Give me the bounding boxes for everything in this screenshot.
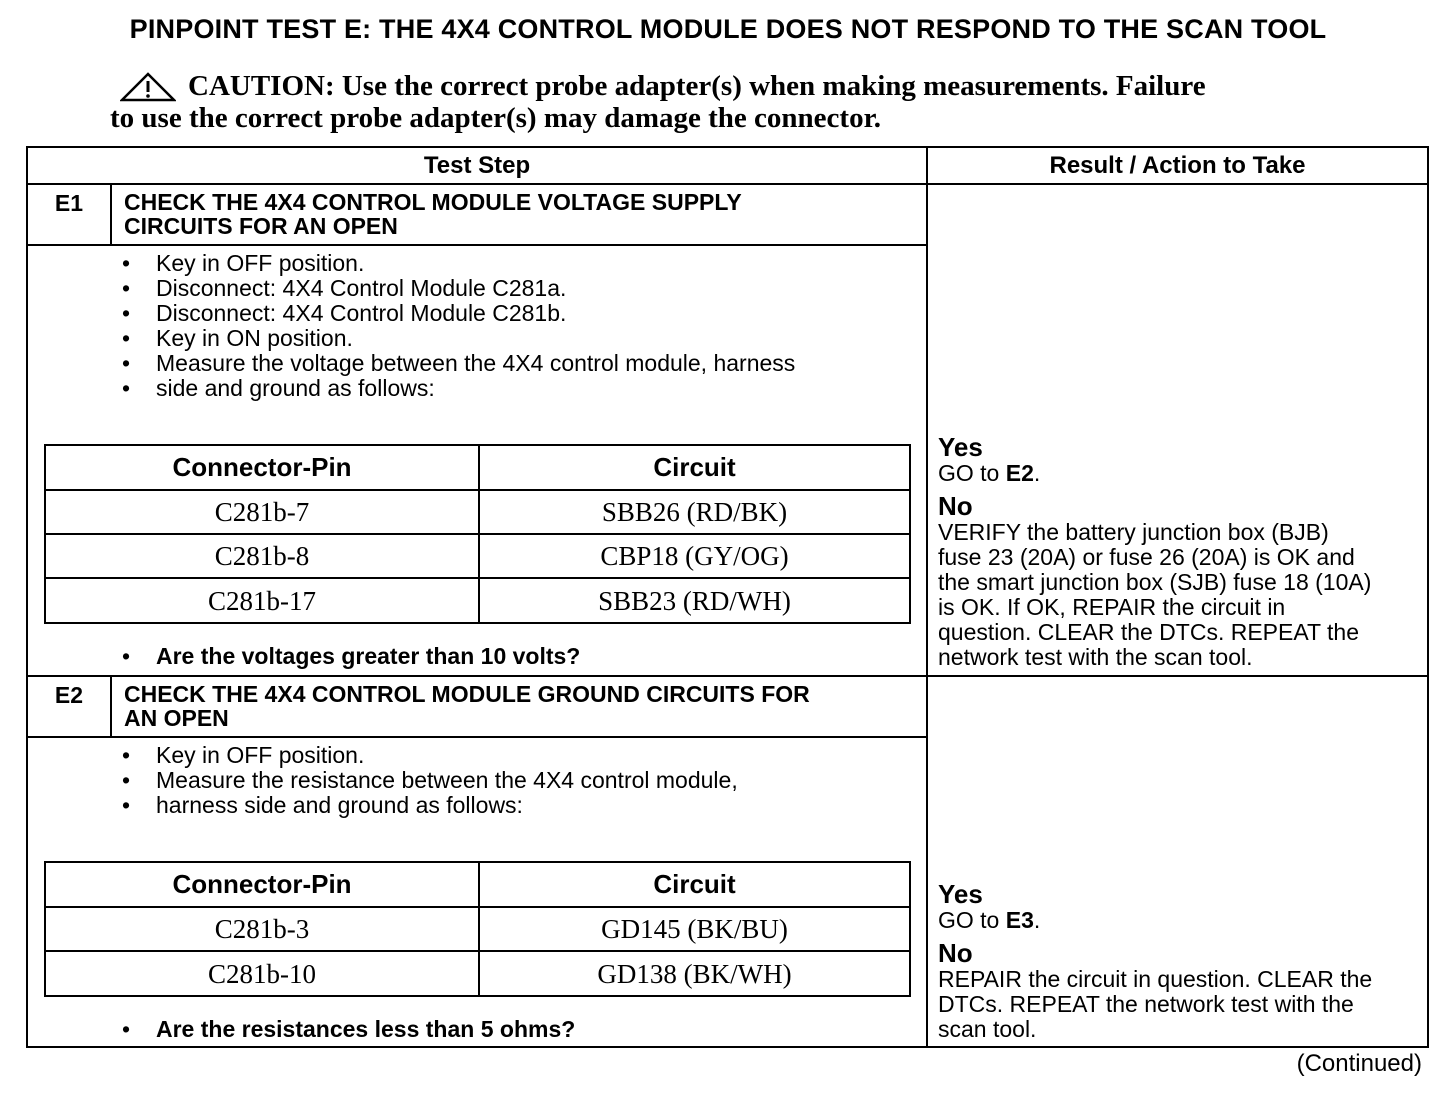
connector-pin-table-e2 xyxy=(44,861,911,997)
table-header-circuit: Circuit xyxy=(653,869,736,899)
result-e1 xyxy=(938,433,1428,670)
list-item: • Key in ON position. xyxy=(116,326,795,351)
connector-pin-table-e1 xyxy=(44,444,911,624)
list-item: • Disconnect: 4X4 Control Module C281b. xyxy=(116,301,795,326)
step-title-e2: CHECK THE 4X4 CONTROL MODULE GROUND CIRCUITS FOR AN OPEN xyxy=(124,681,810,731)
result-no-label: No xyxy=(938,491,973,521)
result-e2 xyxy=(938,880,1428,1042)
caution-line-2: to use the correct probe adapter(s) may damage the connector. xyxy=(110,102,882,134)
list-item: • Measure the voltage between the 4X4 control module, harness xyxy=(116,351,795,376)
table-row: C281b-10 GD138 (BK/WH) xyxy=(46,950,909,997)
result-no-action: REPAIR the circuit in question. CLEAR the DTCs. REPEAT the network test with the scan tool. xyxy=(938,966,1373,1042)
list-item: • Key in OFF position. xyxy=(116,743,738,768)
step-bullets-e1 xyxy=(116,251,795,401)
pinpoint-test-table xyxy=(26,146,1429,1048)
column-header-test-step: Test Step xyxy=(423,152,531,179)
list-item: • side and ground as follows: xyxy=(116,376,795,401)
result-yes-label: Yes xyxy=(938,432,983,462)
result-no-label: No xyxy=(938,938,973,968)
table-row: C281b-3 GD145 (BK/BU) xyxy=(46,906,909,950)
table-row: C281b-8 CBP18 (GY/OG) xyxy=(46,533,909,577)
continued-label: (Continued) xyxy=(1296,1050,1422,1077)
page-title: PINPOINT TEST E: THE 4X4 CONTROL MODULE DOES NOT RESPOND TO THE SCAN TOOL xyxy=(129,14,1327,44)
table-header-connector-pin: Connector-Pin xyxy=(172,452,352,482)
result-yes-action: GO to E3. xyxy=(938,907,1041,933)
table-header-circuit: Circuit xyxy=(653,452,736,482)
list-item: • Key in OFF position. xyxy=(116,251,795,276)
table-row: C281b-7 SBB26 (RD/BK) xyxy=(46,489,909,533)
result-yes-label: Yes xyxy=(938,879,983,909)
list-item: • harness side and ground as follows: xyxy=(116,793,738,818)
result-yes-action: GO to E2. xyxy=(938,460,1041,486)
result-no-action: VERIFY the battery junction box (BJB) fuse 23 (20A) or fuse 26 (20A) is OK and the smart junction box (SJB) fuse 18 (10A) is OK. If OK, REPAIR the circuit in question. CLEAR the DTCs. REPEAT the network test with the scan tool. xyxy=(938,519,1372,670)
step-title-e1: CHECK THE 4X4 CONTROL MODULE VOLTAGE SUPPLY CIRCUITS FOR AN OPEN xyxy=(124,189,742,239)
step-question-e1: • Are the voltages greater than 10 volts? xyxy=(122,643,581,669)
warning-triangle-icon xyxy=(120,72,176,102)
list-item: • Measure the resistance between the 4X4 control module, xyxy=(116,768,738,793)
step-question-e2: • Are the resistances less than 5 ohms? xyxy=(122,1016,576,1042)
table-header-connector-pin: Connector-Pin xyxy=(172,869,352,899)
caution-notice xyxy=(110,70,1360,134)
step-id-e1: E1 xyxy=(54,190,84,216)
table-row: C281b-17 SBB23 (RD/WH) xyxy=(46,577,909,624)
step-id-e2: E2 xyxy=(54,682,84,708)
caution-line-1: CAUTION: Use the correct probe adapter(s) when making measurements. Failure xyxy=(188,70,1206,102)
step-bullets-e2 xyxy=(116,743,738,818)
column-header-result: Result / Action to Take xyxy=(1049,152,1306,179)
list-item: • Disconnect: 4X4 Control Module C281a. xyxy=(116,276,795,301)
